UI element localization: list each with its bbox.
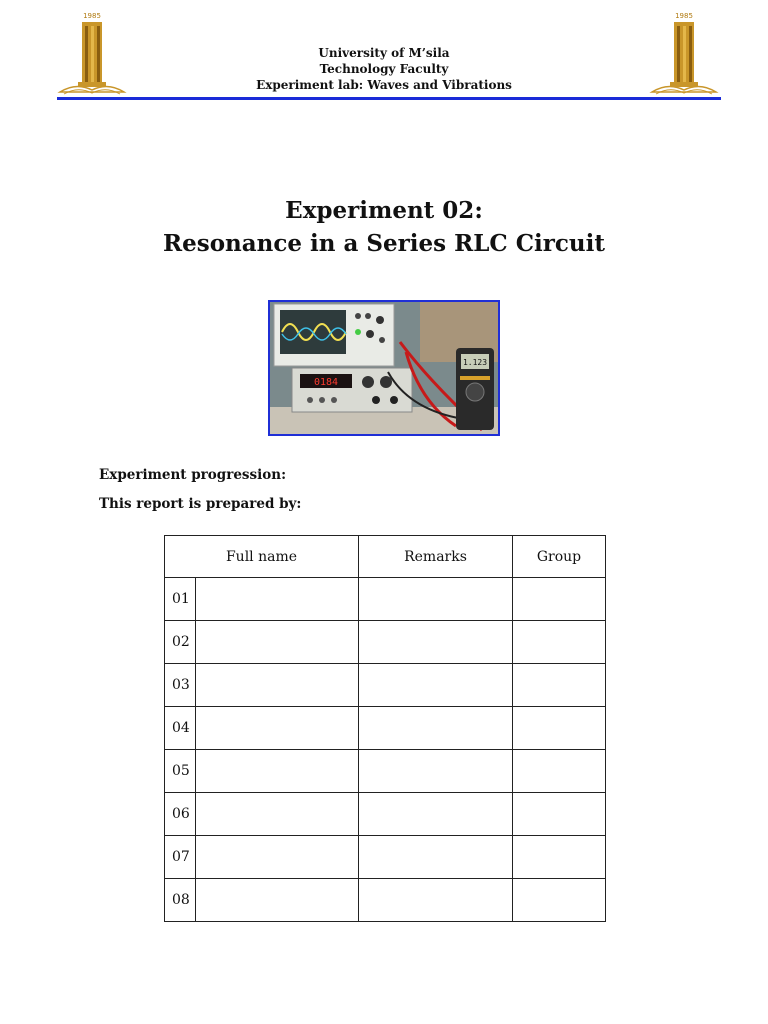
full-name-cell[interactable] [196, 836, 359, 879]
group-cell[interactable] [513, 707, 606, 750]
remarks-cell[interactable] [359, 750, 513, 793]
header-full-name: Full name [165, 536, 359, 578]
row-number: 06 [165, 793, 196, 836]
lab-equipment-illustration [270, 302, 498, 434]
group-cell[interactable] [513, 793, 606, 836]
document-header [0, 45, 768, 93]
experiment-title: Resonance in a Series RLC Circuit [163, 230, 605, 257]
page-title [0, 194, 768, 260]
table-row [165, 664, 606, 707]
prepared-by-label: This report is prepared by: [99, 496, 302, 512]
table-row [165, 793, 606, 836]
remarks-cell[interactable] [359, 664, 513, 707]
table-row [165, 750, 606, 793]
table-row [165, 879, 606, 922]
generator-readout: 0184 [313, 377, 339, 388]
row-number: 05 [165, 750, 196, 793]
logo-year: 1985 [83, 12, 101, 20]
full-name-cell[interactable] [196, 793, 359, 836]
full-name-cell[interactable] [196, 750, 359, 793]
remarks-cell[interactable] [359, 836, 513, 879]
group-cell[interactable] [513, 836, 606, 879]
remarks-cell[interactable] [359, 578, 513, 621]
header-rule [57, 97, 721, 100]
full-name-cell[interactable] [196, 578, 359, 621]
faculty-name: Technology Faculty [319, 62, 449, 76]
full-name-cell[interactable] [196, 879, 359, 922]
table-row [165, 836, 606, 879]
remarks-cell[interactable] [359, 879, 513, 922]
row-number: 03 [165, 664, 196, 707]
row-number: 08 [165, 879, 196, 922]
report-table [164, 535, 606, 922]
multimeter-readout: 1.123 [462, 358, 488, 367]
full-name-cell[interactable] [196, 621, 359, 664]
university-name: University of M’sila [318, 46, 450, 60]
row-number: 07 [165, 836, 196, 879]
table-row [165, 621, 606, 664]
logo-year: 1985 [675, 12, 693, 20]
lab-setup-photo [268, 300, 500, 436]
group-cell[interactable] [513, 621, 606, 664]
table-row [165, 578, 606, 621]
remarks-cell[interactable] [359, 793, 513, 836]
group-cell[interactable] [513, 750, 606, 793]
row-number: 02 [165, 621, 196, 664]
table-row [165, 707, 606, 750]
lab-name: Experiment lab: Waves and Vibrations [256, 78, 512, 92]
remarks-cell[interactable] [359, 621, 513, 664]
header-remarks: Remarks [359, 536, 513, 578]
full-name-cell[interactable] [196, 707, 359, 750]
group-cell[interactable] [513, 664, 606, 707]
progression-label: Experiment progression: [99, 467, 287, 483]
group-cell[interactable] [513, 578, 606, 621]
remarks-cell[interactable] [359, 707, 513, 750]
row-number: 01 [165, 578, 196, 621]
header-group: Group [513, 536, 606, 578]
group-cell[interactable] [513, 879, 606, 922]
row-number: 04 [165, 707, 196, 750]
experiment-number: Experiment 02: [285, 197, 483, 224]
table-header-row [165, 536, 606, 578]
full-name-cell[interactable] [196, 664, 359, 707]
